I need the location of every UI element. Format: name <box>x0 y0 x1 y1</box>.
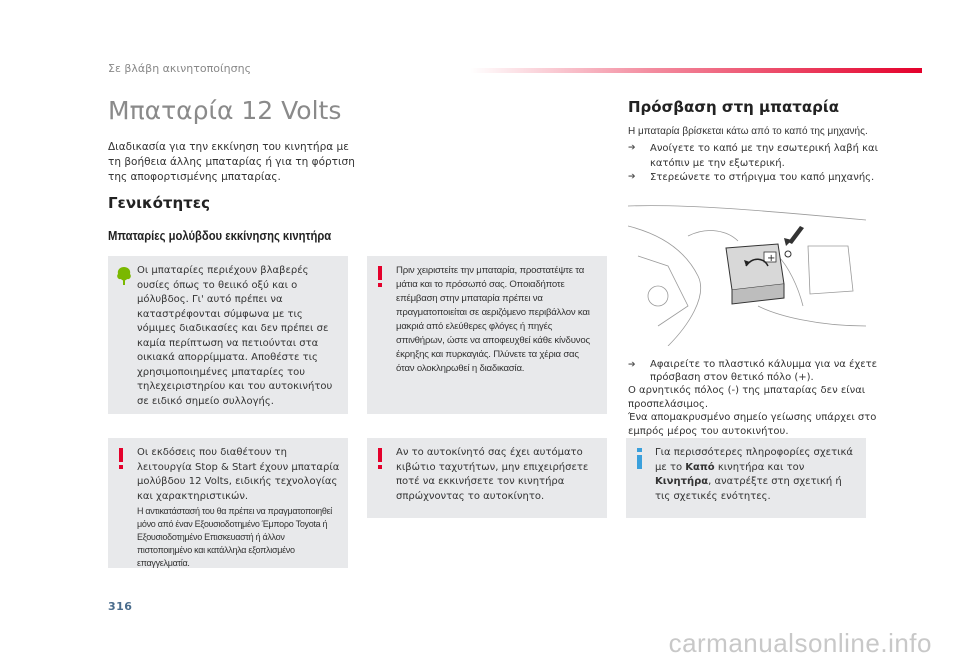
intro-paragraph: Διαδικασία για την εκκίνηση του κινητήρα με τη βοήθεια άλλης μπαταρίας ή για τη φόρτιση της αποφορτισμένης μπαταρίας. <box>108 141 355 183</box>
step-remove-cover: ➔ Αφαιρείτε το πλαστικό κάλυμμα για να έχετε πρόσβαση στον θετικό πόλο (+). <box>628 359 878 383</box>
arrow-right-icon: ➔ <box>628 360 636 370</box>
warning-stop-start-text <box>137 446 340 570</box>
arrow-right-icon: ➔ <box>628 172 636 182</box>
watermark: carmanualsonline.info <box>668 628 932 658</box>
step-secure-hood: ➔ Στερεώνετε το στήριγμα του καπό μηχανής. <box>628 172 875 183</box>
warning-exclamation-icon <box>375 266 385 292</box>
eco-notice-text: Οι μπαταρίες περιέχουν βλαβερές ουσίες όπως το θειικό οξύ και ο μόλυβδος. Γι' αυτό πρέπει να καταστρέφονται σύμφωνα με τις νόμιμες διαδικασίες και δεν πρέπει σε καμία περίπτωση να πετιούνται στα οικιακά απορρίμματα. Αποθέστε τις χρησιμοποιημένες μπαταρίες του τηλεχειριστηρίου και του αυτοκινήτου σε ειδικό σημείο συλλογής. <box>137 265 333 407</box>
warning-box-stop-start <box>108 438 348 568</box>
warning-protection-text: Πριν χειριστείτε την μπαταρία, προστατέψτε τα μάτια και το πρόσωπό σας. Οποιαδήποτε επέμβαση στην μπαταρία πρέπει να πραγματοποιείται σε αεριζόμενο περιβάλλον και μακριά από ελεύθερες φλόγες ή πηγές σπινθήρων, ώστε να αποφευχθεί κάθε κίνδυνος έκρηξης και πυρκαγιάς. Πλύνετε τα χέρια σας όταν ολοκληρωθεί η διαδικασία. <box>396 265 590 374</box>
subsection-title-lead-batteries: Μπαταρίες μολύβδου εκκίνησης κινητήρα <box>108 229 332 243</box>
step-open-hood: ➔ Ανοίγετε το καπό με την εσωτερική λαβή και κατόπιν με την εξωτερική. <box>628 143 879 169</box>
access-battery-intro: Η μπαταρία βρίσκεται κάτω από το καπό της μηχανής. <box>628 126 868 137</box>
info-icon <box>634 448 646 474</box>
section-title-general: Γενικότητες <box>108 194 210 212</box>
warning-box-protection <box>367 256 607 414</box>
warning-box-automatic-gearbox <box>367 438 607 518</box>
warning-exclamation-icon <box>116 448 126 474</box>
section-header: Σε βλάβη ακινητοποίησης <box>108 62 252 75</box>
eco-tree-icon <box>116 266 132 290</box>
page-number: 316 <box>108 600 133 613</box>
negative-terminal-note: Ο αρνητικός πόλος (-) της μπαταρίας δεν είναι προσπελάσιμος. Ένα απομακρυσμένο σημείο γείωσης υπάρχει στο εμπρός μέρος του αυτοκινήτου. <box>628 385 877 437</box>
battery-engine-bay-icon <box>628 196 866 346</box>
access-battery-title: Πρόσβαση στη μπαταρία <box>628 98 840 116</box>
page-title: Μπαταρία 12 Volts <box>108 96 342 125</box>
eco-notice-box <box>108 256 348 414</box>
arrow-right-icon: ➔ <box>628 143 636 153</box>
header-accent-bar <box>470 68 922 73</box>
warning-stop-start-small: Η αντικατάστασή του θα πρέπει να πραγματοποιηθεί μόνο από έναν Εξουσιοδοτημένο Έμπορο Toyota ή Εξουσιοδοτημένο Επισκευαστή ή άλλον πιστοποιημένο και κατάλληλα εξοπλισμένο επαγγελματία. <box>137 506 332 568</box>
info-box-text: Για περισσότερες πληροφορίες σχετικά με το Καπό κινητήρα και τον Κινητήρα, ανατρέξτε στη σχετική ή τις σχετικές ενότητες. <box>655 447 853 502</box>
warning-stop-start-main: Οι εκδόσεις που διαθέτουν τη λειτουργία Stop & Start έχουν μπαταρία μολύβδου 12 Volts, ειδικής τεχνολογίας και χαρακτηριστικών. <box>137 447 340 502</box>
svg-text:+: + <box>767 253 776 264</box>
warning-exclamation-icon <box>375 448 385 474</box>
warning-gearbox-text: Αν το αυτοκίνητό σας έχει αυτόματο κιβώτιο ταχυτήτων, μην επιχειρήσετε ποτέ να εκκινήσετε τον κινητήρα σπρώχνοντας το αυτοκίνητο. <box>396 447 589 502</box>
info-box-more-information <box>626 438 866 518</box>
